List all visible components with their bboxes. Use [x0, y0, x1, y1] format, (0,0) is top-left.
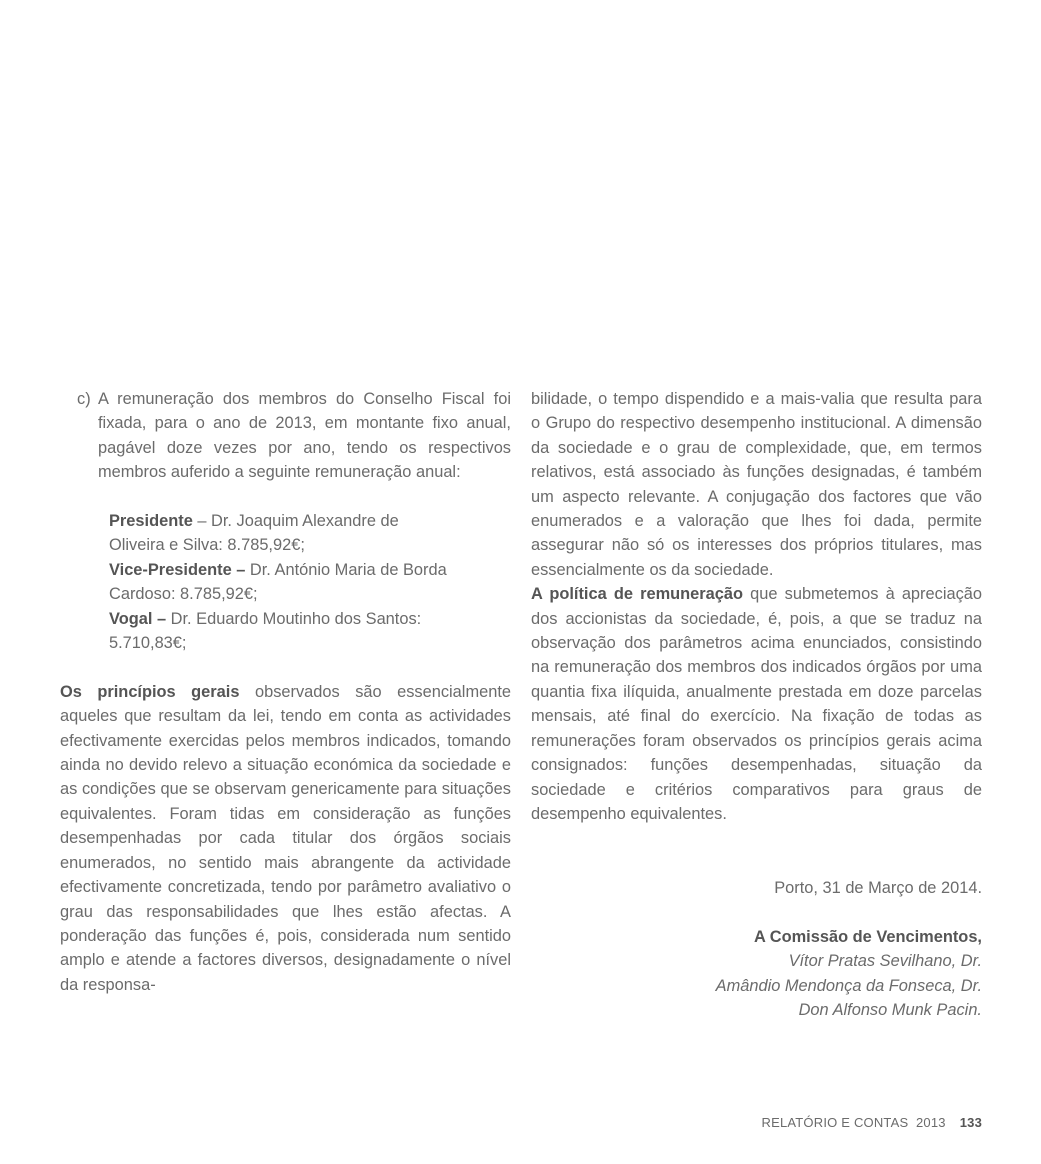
member-president — [109, 509, 449, 558]
item-c-paragraph — [60, 387, 511, 485]
item-c-text: A remuneração dos membros do Conselho Fiscal foi fixada, para o ano de 2013, em montante fixo anual, pagável doze vezes por ano, tendo os respectivos membros auferido a seguinte remuneração anual: — [98, 390, 511, 482]
item-c-marker: c) — [77, 390, 91, 408]
signatory-name: Don Alfonso Munk Pacin. — [798, 1001, 982, 1020]
member-text: Dr. Eduardo Moutinho dos Santos: 5.710,83€; — [109, 609, 422, 653]
member-text: Dr. Joaquim Alexandre de Oliveira e Silva: 8.785,92€; — [109, 512, 399, 555]
signatory-2 — [562, 974, 982, 998]
signatory-name: Amândio Mendonça da Fonseca, Dr. — [715, 976, 982, 995]
footer-label: RELATÓRIO E CONTAS 2013 — [761, 1115, 946, 1130]
member-text: Dr. António Maria de Borda Cardoso: 8.785,92€; — [109, 560, 447, 604]
signatory-1 — [562, 949, 982, 973]
signatory-3 — [562, 998, 982, 1022]
fiscal-council-members — [109, 509, 449, 655]
policy-heading: A política de remuneração — [531, 585, 744, 604]
policy-paragraph — [531, 582, 982, 826]
page-number: 133 — [959, 1115, 982, 1130]
member-sep: – — [192, 512, 212, 531]
member-role: Presidente — [109, 512, 193, 531]
principles-heading: Os princípios gerais — [60, 682, 240, 701]
policy-text: que submetemos à apreciação dos accionistas da sociedade, é, pois, a que se traduz na observação dos parâmetros acima enunciados, consistindo na remuneração dos membros dos indicados órgãos por uma quantia fixa ilíquida, anualmente prestada em doze parcelas mensais, até final do exercício. Na fixação de todas as remunerações foram observados os princípios gerais acima consignados: funções desempenhadas, situação da sociedade e critérios comparativos para graus de desempenho equivalentes. — [531, 585, 982, 823]
committee-label: A Comissão de Vencimentos, — [753, 927, 982, 946]
member-vice-president — [109, 558, 449, 607]
signature-block — [562, 876, 982, 1022]
committee-name — [562, 925, 982, 949]
member-role: Vice-Presidente – — [109, 560, 246, 579]
signatory-name: Vítor Pratas Sevilhano, Dr. — [788, 952, 982, 971]
member-vogal — [109, 607, 449, 656]
principles-text: observados são essencialmente aqueles que resultam da lei, tendo em conta as actividades efectivamente exercidas pelos membros indicados, tomando ainda no devido relevo a situação económica da sociedade e as condições que se observam genericamente para situações equivalentes. Foram tidas em consideração as funções desempenhadas por cada titular dos órgãos sociais enumerados, no sentido mais abrangente da actividade efectivamente concretizada, tendo por parâmetro avaliativo o grau das responsabilidades que lhes estão afectas. A ponderação das funções é, pois, considerada num sentido amplo e atende a factores diversos, designadamente o nível da responsa- — [60, 682, 511, 994]
page-footer — [761, 1111, 982, 1135]
principles-paragraph — [60, 680, 511, 997]
signature-date: Porto, 31 de Março de 2014. — [774, 879, 982, 897]
right-column — [531, 387, 982, 826]
left-column — [60, 387, 511, 997]
member-role: Vogal – — [109, 609, 167, 628]
continuation-paragraph: bilidade, o tempo dispendido e a mais-valia que resulta para o Grupo do respectivo desempenho institucional. A dimensão da sociedade e o grau de complexidade, que, em termos relativos, está associado às funções designadas, é também um aspecto relevante. A conjugação dos factores que vão enumerados e a valoração que lhes foi dada, permite assegurar não só os interesses dos próprios titulares, mas essencialmente os da sociedade. — [531, 390, 982, 579]
